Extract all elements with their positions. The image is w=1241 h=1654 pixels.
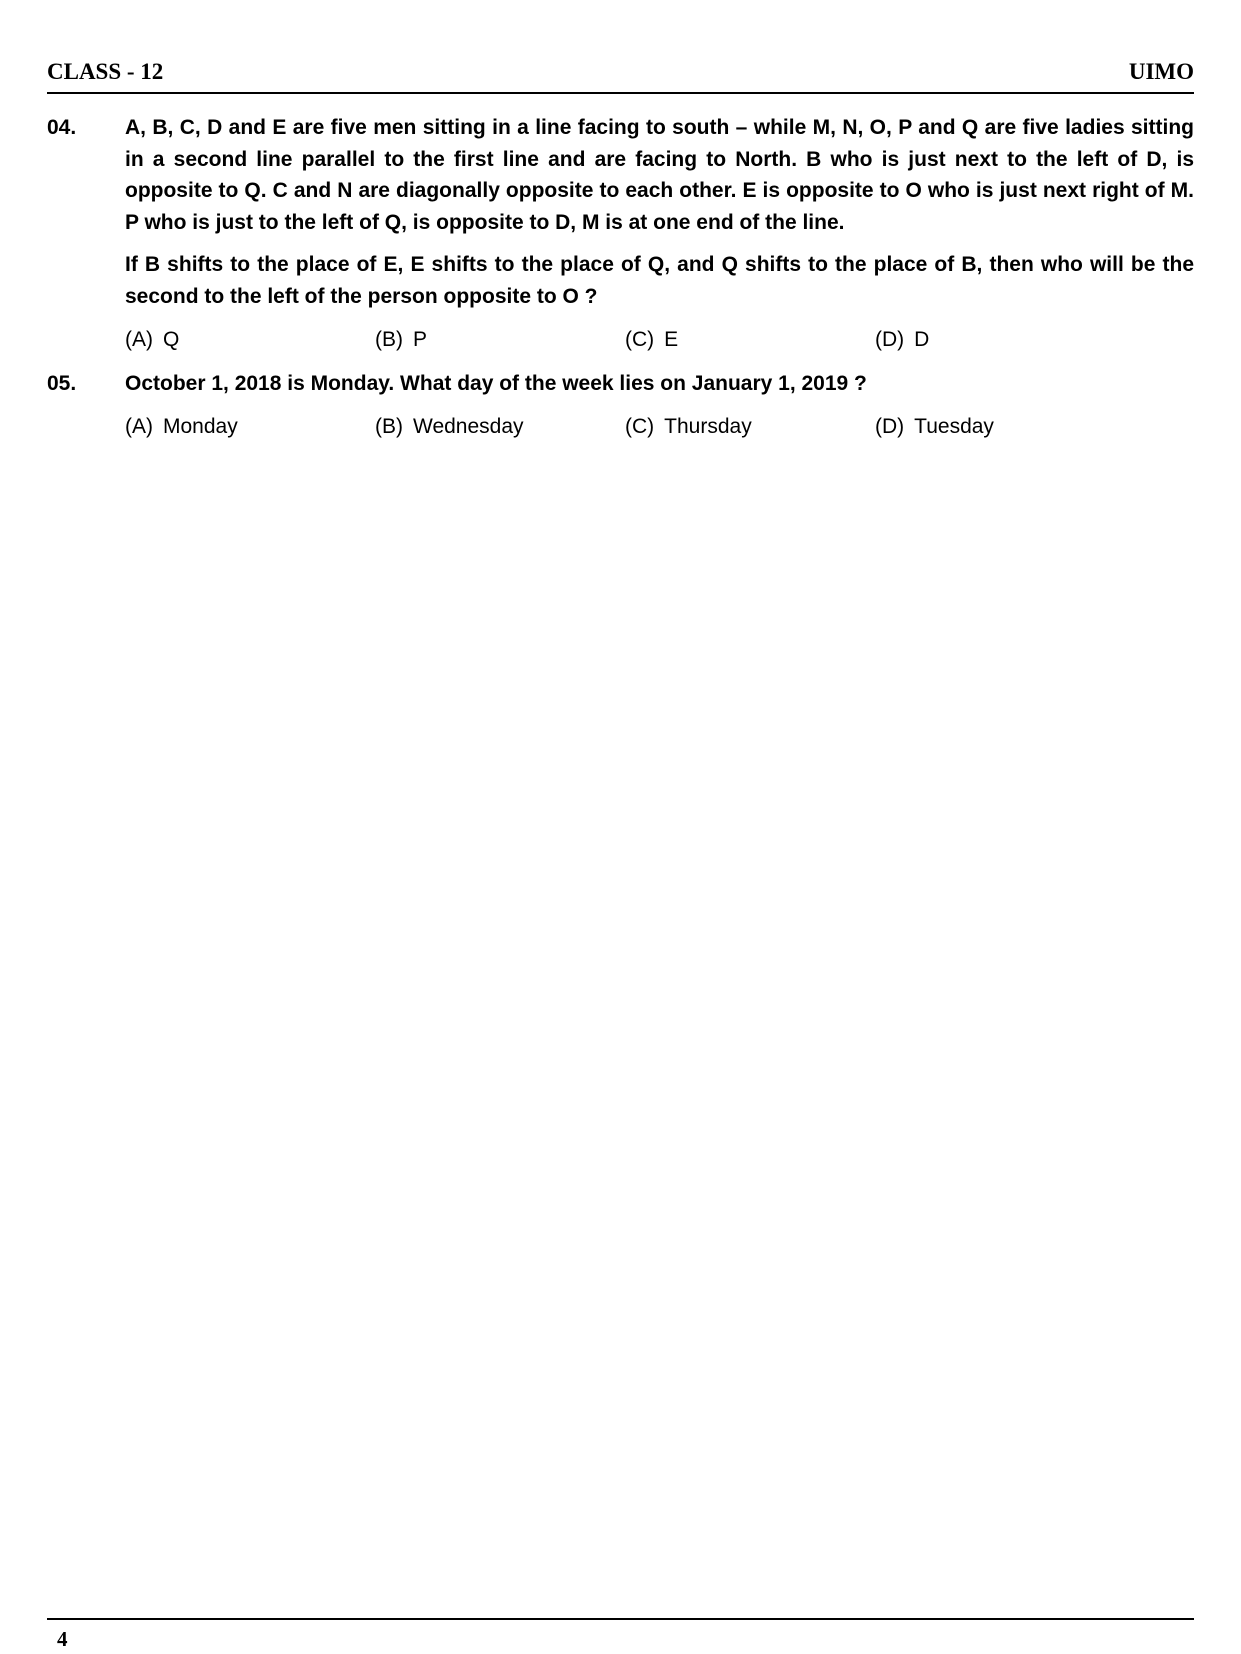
question-body (125, 368, 1194, 442)
page-footer (47, 1618, 1194, 1651)
question-05 (47, 368, 1194, 442)
question-number: 04. (47, 116, 77, 139)
option-c (625, 324, 875, 356)
option-text: Thursday (664, 414, 752, 438)
option-d (875, 324, 1125, 356)
page-number: 4 (57, 1627, 68, 1651)
option-text: Monday (163, 414, 238, 438)
option-b (375, 324, 625, 356)
question-paragraph: A, B, C, D and E are five men sitting in a line facing to south – while M, N, O, P and Q are five ladies sitting in a second line parallel to the first line and are facing to North. B who is just next to the left of D, is opposite to Q. C and N are diagonally opposite to each other. E is opposite to O who is just next right of M. P who is just to the left of Q, is opposite to D, M is at one end of the line. (125, 116, 1194, 234)
option-text: E (664, 328, 679, 351)
option-letter: (D) (875, 414, 905, 438)
option-letter: (A) (125, 328, 153, 351)
option-a (125, 324, 375, 356)
question-paragraph: October 1, 2018 is Monday. What day of the week lies on January 1, 2019 ? (125, 372, 867, 395)
option-letter: (A) (125, 414, 153, 438)
option-letter: (C) (625, 414, 655, 438)
question-body (125, 112, 1194, 356)
answer-options (125, 411, 1194, 443)
question-paragraph: If B shifts to the place of E, E shifts to the place of Q, and Q shifts to the place of B, then who will be the second to the left of the person opposite to O ? (125, 253, 1194, 308)
option-text: P (413, 328, 428, 351)
option-text: D (914, 328, 930, 351)
option-letter: (B) (375, 414, 403, 438)
option-c (625, 411, 875, 443)
option-text: Q (163, 328, 180, 351)
option-d (875, 411, 1125, 443)
answer-options (125, 324, 1194, 356)
option-text: Tuesday (914, 414, 994, 438)
option-b (375, 411, 625, 443)
option-text: Wednesday (413, 414, 524, 438)
option-a (125, 411, 375, 443)
class-label: CLASS - 12 (47, 59, 164, 84)
question-04 (47, 112, 1194, 356)
page-header (47, 58, 1194, 94)
option-letter: (B) (375, 328, 403, 351)
option-letter: (D) (875, 328, 905, 351)
question-number: 05. (47, 372, 77, 395)
option-letter: (C) (625, 328, 655, 351)
exam-name: UIMO (1128, 59, 1194, 84)
